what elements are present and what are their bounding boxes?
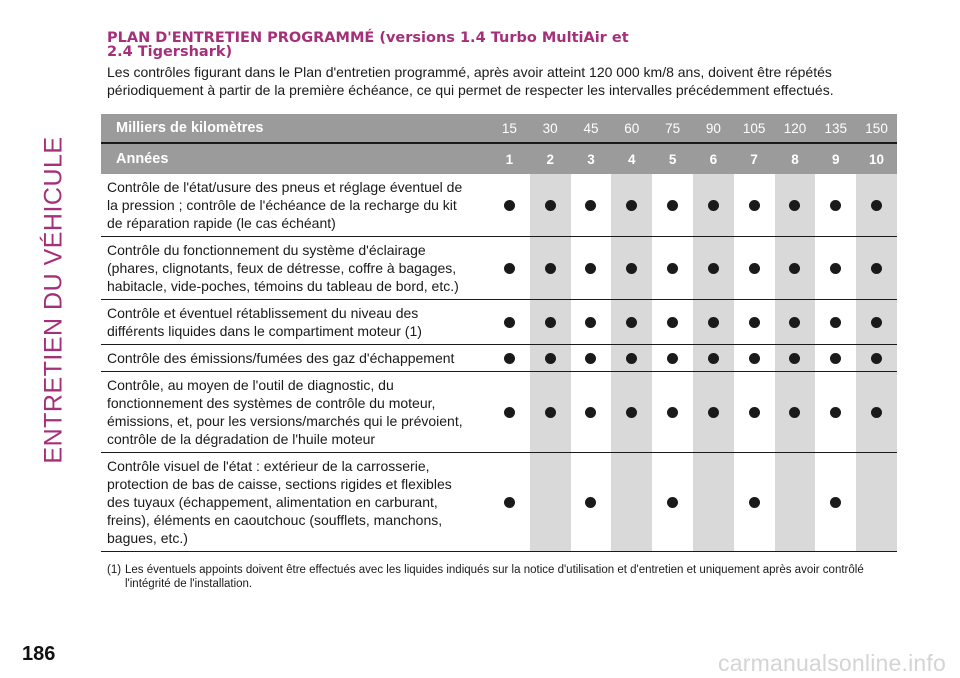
year-value: 10 xyxy=(869,151,885,167)
check-dot-icon xyxy=(585,263,596,274)
operation-label-line: émissions, et, pour les versions/marchés qui le prévoient, xyxy=(107,413,463,429)
interval-cell xyxy=(652,345,693,371)
operation-label xyxy=(101,237,489,299)
operation-label-line: (phares, clignotants, feux de détresse, coffre à bagages, xyxy=(107,260,457,276)
interval-cell xyxy=(693,174,734,236)
check-dot-icon xyxy=(830,407,841,418)
interval-cell xyxy=(611,174,652,236)
check-dot-icon xyxy=(585,200,596,211)
operation-marks xyxy=(489,174,897,236)
operation-label-line: Contrôle du fonctionnement du système d'éclairage xyxy=(107,242,426,258)
interval-cell xyxy=(530,453,571,551)
check-dot-icon xyxy=(708,263,719,274)
check-dot-icon xyxy=(749,263,760,274)
operation-label xyxy=(101,345,489,371)
interval-cell xyxy=(815,237,856,299)
check-dot-icon xyxy=(667,200,678,211)
interval-cell xyxy=(734,300,775,344)
interval-cell xyxy=(611,453,652,551)
check-dot-icon xyxy=(667,353,678,364)
interval-cell xyxy=(611,372,652,452)
interval-cell xyxy=(775,237,816,299)
interval-cell xyxy=(734,237,775,299)
check-dot-icon xyxy=(789,317,800,328)
operation-label-line: Contrôle des émissions/fumées des gaz d'échappement xyxy=(107,350,455,366)
year-value: 9 xyxy=(832,151,840,167)
interval-cell xyxy=(652,372,693,452)
check-dot-icon xyxy=(749,353,760,364)
kilometers-value: 150 xyxy=(865,120,888,136)
interval-cell xyxy=(815,453,856,551)
interval-cell xyxy=(775,345,816,371)
year-value: 8 xyxy=(791,151,799,167)
check-dot-icon xyxy=(789,200,800,211)
interval-cell xyxy=(856,237,897,299)
interval-cell xyxy=(571,174,612,236)
year-value: 3 xyxy=(587,151,595,167)
interval-cell xyxy=(693,453,734,551)
interval-cell xyxy=(856,345,897,371)
interval-cell xyxy=(775,174,816,236)
operation-label xyxy=(101,372,489,452)
kilometers-value: 45 xyxy=(583,120,599,136)
footnote-text: Les éventuels appoints doivent être effectués avec les liquides indiqués sur la notice d'utilisation et d'entretien et uniquement après avoir contrôlé l'intégrité de l'installation. xyxy=(125,564,864,590)
interval-cell xyxy=(856,372,897,452)
kilometers-value: 75 xyxy=(665,120,681,136)
operation-marks xyxy=(489,345,897,371)
interval-cell xyxy=(489,453,530,551)
kilometers-value: 15 xyxy=(501,120,517,136)
check-dot-icon xyxy=(585,353,596,364)
operation-label-line: la pression ; contrôle de l'échéance de la recharge du kit xyxy=(107,197,457,213)
check-dot-icon xyxy=(708,200,719,211)
check-dot-icon xyxy=(504,407,515,418)
operation-marks xyxy=(489,237,897,299)
check-dot-icon xyxy=(545,353,556,364)
check-dot-icon xyxy=(871,200,882,211)
operation-label-line: Contrôle visuel de l'état : extérieur de la carrosserie, xyxy=(107,458,430,474)
interval-cell xyxy=(489,237,530,299)
interval-cell xyxy=(815,345,856,371)
interval-cell xyxy=(571,237,612,299)
interval-cell xyxy=(734,453,775,551)
check-dot-icon xyxy=(789,353,800,364)
interval-cell xyxy=(652,237,693,299)
check-dot-icon xyxy=(545,317,556,328)
interval-cell xyxy=(856,300,897,344)
year-value: 7 xyxy=(750,151,758,167)
interval-cell xyxy=(775,372,816,452)
check-dot-icon xyxy=(626,263,637,274)
interval-cell xyxy=(530,345,571,371)
check-dot-icon xyxy=(830,263,841,274)
operation-label-line: des tuyaux (échappement, alimentation en carburant, xyxy=(107,494,438,510)
interval-cell xyxy=(571,300,612,344)
interval-cell xyxy=(775,300,816,344)
interval-cell xyxy=(489,174,530,236)
interval-cell xyxy=(530,300,571,344)
check-dot-icon xyxy=(545,407,556,418)
check-dot-icon xyxy=(871,407,882,418)
footnote xyxy=(107,563,887,591)
operation-label-line: Contrôle et éventuel rétablissement du niveau des xyxy=(107,305,419,321)
interval-cell xyxy=(652,453,693,551)
operation-marks xyxy=(489,453,897,551)
check-dot-icon xyxy=(708,407,719,418)
check-dot-icon xyxy=(585,497,596,508)
operation-label xyxy=(101,300,489,344)
interval-cell xyxy=(815,372,856,452)
kilometers-value: 90 xyxy=(705,120,721,136)
schedule-table-body xyxy=(101,174,897,551)
kilometers-header-row xyxy=(101,114,897,144)
interval-cell xyxy=(611,237,652,299)
interval-cell xyxy=(530,237,571,299)
kilometers-value: 30 xyxy=(542,120,558,136)
check-dot-icon xyxy=(830,200,841,211)
interval-cell xyxy=(856,174,897,236)
check-dot-icon xyxy=(871,353,882,364)
interval-cell xyxy=(571,345,612,371)
interval-cell xyxy=(734,174,775,236)
years-header-label: Années xyxy=(116,151,169,167)
check-dot-icon xyxy=(585,407,596,418)
interval-cell xyxy=(489,345,530,371)
operation-label-line: différents liquides dans le compartiment moteur (1) xyxy=(107,323,422,339)
check-dot-icon xyxy=(749,497,760,508)
interval-cell xyxy=(693,237,734,299)
year-value: 5 xyxy=(668,151,677,167)
interval-cell xyxy=(571,372,612,452)
years-header-values xyxy=(489,152,897,167)
kilometers-value: 60 xyxy=(624,120,640,136)
schedule-row xyxy=(101,174,897,236)
interval-cell xyxy=(611,300,652,344)
check-dot-icon xyxy=(871,263,882,274)
interval-cell xyxy=(571,453,612,551)
check-dot-icon xyxy=(667,317,678,328)
maintenance-schedule-table xyxy=(101,114,897,552)
watermark-logo: carmanualsonline.info xyxy=(718,650,946,676)
check-dot-icon xyxy=(667,497,678,508)
check-dot-icon xyxy=(749,200,760,211)
operation-label xyxy=(101,174,489,236)
check-dot-icon xyxy=(504,317,515,328)
title-line-2: 2.4 Tigershark) xyxy=(107,44,233,60)
interval-cell xyxy=(530,174,571,236)
footnote-marker: (1) xyxy=(107,564,122,576)
interval-cell xyxy=(815,174,856,236)
interval-cell xyxy=(693,300,734,344)
check-dot-icon xyxy=(545,263,556,274)
section-title xyxy=(107,31,867,59)
interval-cell xyxy=(856,453,897,551)
section-side-label: ENTRETIEN DU VÉHICULE xyxy=(39,136,68,464)
page-number: 186 xyxy=(22,643,56,665)
check-dot-icon xyxy=(626,317,637,328)
kilometers-value: 105 xyxy=(742,120,766,136)
schedule-row xyxy=(101,371,897,452)
check-dot-icon xyxy=(830,497,841,508)
kilometers-header-values xyxy=(489,121,897,136)
kilometers-value: 135 xyxy=(824,120,848,136)
check-dot-icon xyxy=(749,317,760,328)
interval-cell xyxy=(693,372,734,452)
operation-label-line: de réparation rapide (le cas échéant) xyxy=(107,215,336,231)
operation-label-line: contrôle de la dégradation de l'huile moteur xyxy=(107,431,376,447)
operation-label-line: bagues, etc.) xyxy=(107,530,188,546)
year-value: 2 xyxy=(546,151,554,167)
operation-label xyxy=(101,453,489,551)
operation-label-line: freins), éléments en caoutchouc (soufflets, manchons, xyxy=(107,512,443,528)
check-dot-icon xyxy=(830,317,841,328)
title-line-1: PLAN D'ENTRETIEN PROGRAMMÉ (versions 1.4 Turbo MultiAir et xyxy=(107,30,629,46)
interval-cell xyxy=(775,453,816,551)
schedule-row xyxy=(101,299,897,344)
check-dot-icon xyxy=(667,407,678,418)
interval-cell xyxy=(652,300,693,344)
kilometers-header-label: Milliers de kilomètres xyxy=(116,120,264,136)
check-dot-icon xyxy=(749,407,760,418)
schedule-row xyxy=(101,344,897,371)
interval-cell xyxy=(693,345,734,371)
check-dot-icon xyxy=(789,407,800,418)
interval-cell xyxy=(652,174,693,236)
interval-cell xyxy=(489,372,530,452)
interval-cell xyxy=(489,300,530,344)
check-dot-icon xyxy=(626,200,637,211)
interval-cell xyxy=(815,300,856,344)
years-header-row xyxy=(101,144,897,174)
table-bottom-rule xyxy=(101,551,897,552)
operation-label-line: Contrôle, au moyen de l'outil de diagnostic, du xyxy=(107,377,394,393)
interval-cell xyxy=(734,345,775,371)
check-dot-icon xyxy=(585,317,596,328)
check-dot-icon xyxy=(626,353,637,364)
kilometers-value: 120 xyxy=(783,120,807,136)
check-dot-icon xyxy=(504,497,515,508)
check-dot-icon xyxy=(545,200,556,211)
operation-label-line: protection de bas de caisse, sections rigides et flexibles xyxy=(107,476,452,492)
operation-label-line: Contrôle de l'état/usure des pneus et réglage éventuel de xyxy=(107,179,463,195)
check-dot-icon xyxy=(789,263,800,274)
operation-marks xyxy=(489,372,897,452)
interval-cell xyxy=(530,372,571,452)
operation-marks xyxy=(489,300,897,344)
interval-cell xyxy=(734,372,775,452)
schedule-row xyxy=(101,452,897,551)
interval-cell xyxy=(611,345,652,371)
check-dot-icon xyxy=(871,317,882,328)
schedule-row xyxy=(101,236,897,299)
intro-paragraph: Les contrôles figurant dans le Plan d'entretien programmé, après avoir atteint 120 000 km/8 ans, doivent être répétés périodiquement à partir de la première échéance, ce qui permet de respecter les intervalles précédemment effectués. xyxy=(107,64,834,98)
check-dot-icon xyxy=(504,200,515,211)
year-value: 1 xyxy=(505,151,514,167)
check-dot-icon xyxy=(708,353,719,364)
check-dot-icon xyxy=(504,353,515,364)
operation-label-line: fonctionnement des systèmes de contrôle du moteur, xyxy=(107,395,436,411)
check-dot-icon xyxy=(830,353,841,364)
operation-label-line: habitacle, vide-poches, témoins du tableau de bord, etc.) xyxy=(107,278,459,294)
check-dot-icon xyxy=(667,263,678,274)
year-value: 4 xyxy=(628,151,636,167)
check-dot-icon xyxy=(626,407,637,418)
check-dot-icon xyxy=(504,263,515,274)
year-value: 6 xyxy=(709,151,718,167)
check-dot-icon xyxy=(708,317,719,328)
